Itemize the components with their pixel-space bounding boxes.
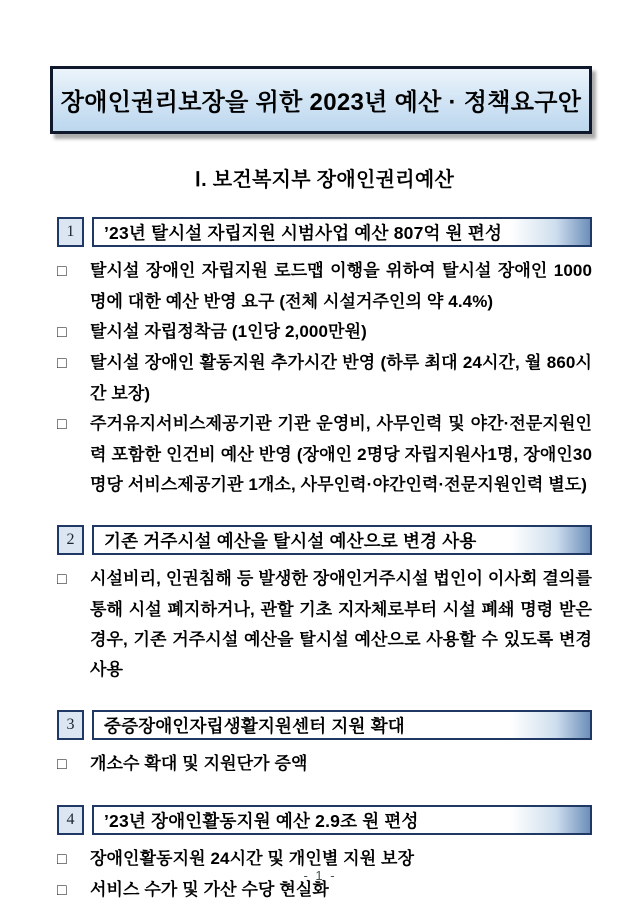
list-item-text: 탈시설 장애인 활동지원 추가시간 반영 (하루 최대 24시간, 월 860시간 보장) (90, 353, 592, 403)
list-item (57, 317, 592, 348)
list-item-text: 탈시설 자립정착금 (1인당 2,000만원) (90, 322, 367, 341)
list-item-text: 서비스 수가 및 가산 수당 현실화 (90, 880, 329, 899)
list-item-text: 주거유지서비스제공기관 기관 운영비, 사무인력 및 야간·전문지원인력 포함한 인건비 예산 반영 (장애인 2명당 자립지원사1명, 장애인30명당 서비스제공기관 1개소, 사무인력·야간인력·전문지원인력 별도) (90, 414, 592, 494)
list-item-text: 개소수 확대 및 지원단가 증액 (90, 754, 308, 773)
checkbox-bullet-icon: □ (57, 882, 67, 899)
section-title: ’23년 장애인활동지원 예산 2.9조 원 편성 (104, 810, 419, 831)
document-title: 장애인권리보장을 위한 2023년 예산 · 정책요구안 (60, 89, 582, 116)
document-title-box (50, 66, 592, 134)
section-items (57, 749, 592, 780)
list-item-text: 시설비리, 인권침해 등 발생한 장애인거주시설 법인이 이사회 결의를 통해 시설 폐지하거나, 관할 기초 지자체로부터 시설 폐쇄 명령 받은 경우, 기존 거주시설 예산을 탈시설 예산으로 사용할 수 있도록 변경 사용 (90, 569, 592, 679)
list-item (57, 564, 592, 685)
checkbox-bullet-icon: □ (57, 851, 67, 868)
checkbox-bullet-icon: □ (57, 263, 67, 280)
section-header (57, 525, 592, 555)
document-section (57, 525, 592, 685)
list-item (57, 348, 592, 409)
section-title-bar (92, 217, 592, 247)
section-title-bar (92, 525, 592, 555)
page-number: - 1 - (303, 868, 337, 883)
section-number-box: 2 (57, 525, 84, 555)
section-title: 기존 거주시설 예산을 탈시설 예산으로 변경 사용 (104, 530, 477, 551)
checkbox-bullet-icon: □ (57, 355, 67, 372)
section-header (57, 217, 592, 247)
list-item (57, 749, 592, 780)
checkbox-bullet-icon: □ (57, 324, 67, 341)
section-title-bar (92, 805, 592, 835)
document-section (57, 805, 592, 905)
section-title: ’23년 탈시설 자립지원 시범사업 예산 807억 원 편성 (104, 222, 503, 243)
section-items (57, 256, 592, 500)
section-items (57, 564, 592, 685)
section-header (57, 805, 592, 835)
section-title-bar (92, 710, 592, 740)
list-item-text: 탈시설 장애인 자립지원 로드맵 이행을 위하여 탈시설 장애인 1000명에 대한 예산 반영 요구 (전체 시설거주인의 약 4.4%) (90, 261, 592, 311)
section-header (57, 710, 592, 740)
section-title: 중증장애인자립생활지원센터 지원 확대 (104, 715, 405, 736)
sections-container (57, 217, 592, 905)
document-section (57, 217, 592, 500)
list-item-text: 장애인활동지원 24시간 및 개인별 지원 보장 (90, 849, 415, 868)
list-item (57, 409, 592, 500)
list-item (57, 256, 592, 317)
checkbox-bullet-icon: □ (57, 416, 67, 433)
section-number-box: 1 (57, 217, 84, 247)
section-number-box: 3 (57, 710, 84, 740)
section-number-box: 4 (57, 805, 84, 835)
chapter-heading: Ⅰ. 보건복지부 장애인권리예산 (194, 169, 455, 191)
checkbox-bullet-icon: □ (57, 756, 67, 773)
checkbox-bullet-icon: □ (57, 571, 67, 588)
document-section (57, 710, 592, 780)
